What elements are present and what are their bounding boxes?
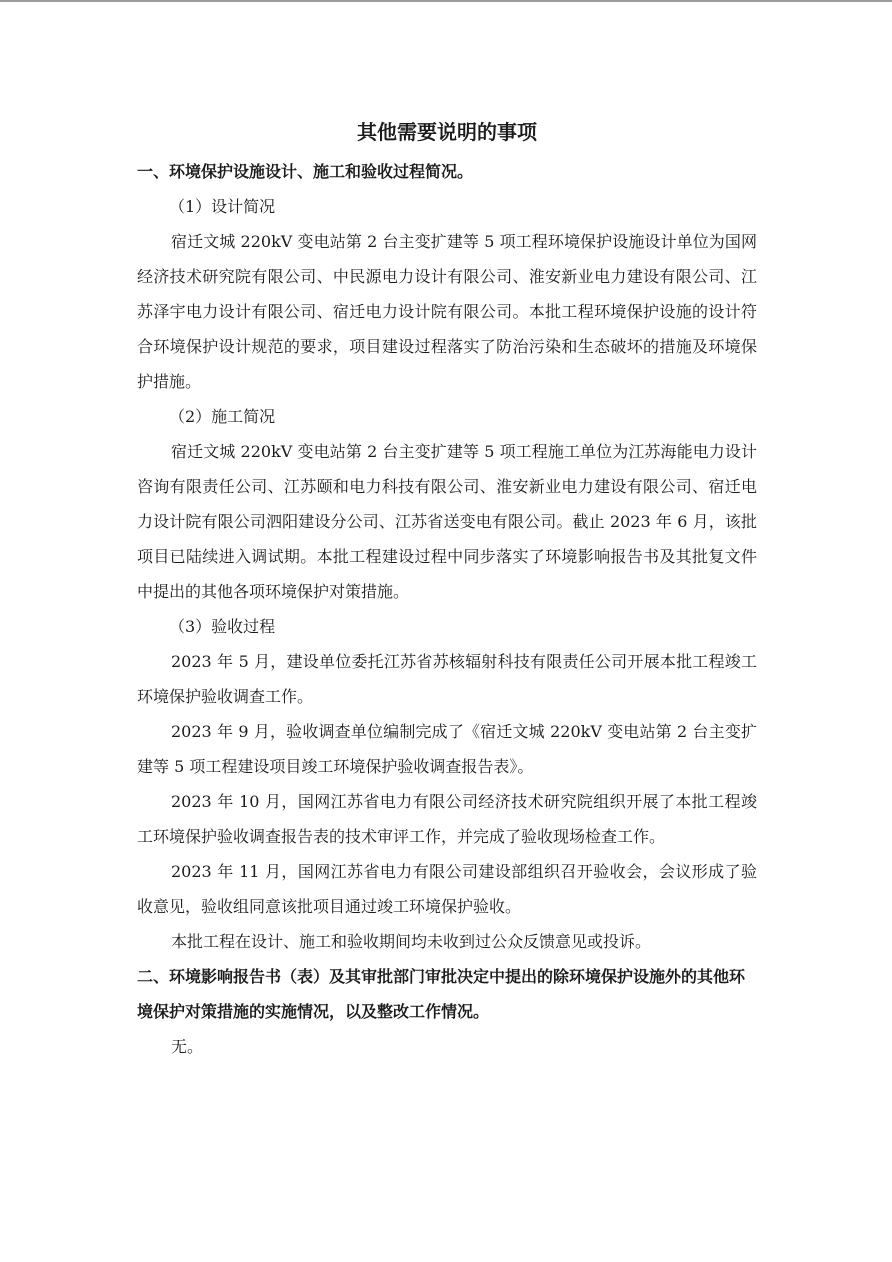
construction-paragraph: 宿迁文城 220kV 变电站第 2 台主变扩建等 5 项工程施工单位为江苏海能电力设计咨询有限责任公司、江苏颐和电力科技有限公司、淮安新业电力建设有限公司、宿迁电力设计院有限公司泗阳建设分公司、江苏省送变电有限公司。截止 2023 年 6 月，该批项目已陆续进入调试期。本批工程建设过程中同步落实了环境影响报告书及其批复文件中提出的其他各项环境保护对策措施。 [137,442,757,601]
acceptance-paragraph-may: 2023 年 5 月，建设单位委托江苏省苏核辐射科技有限责任公司开展本批工程竣工环境保护验收调查工作。 [137,652,757,706]
document-page [137,112,757,1064]
section-2-heading: 二、环境影响报告书（表）及其审批部门审批决定中提出的除环境保护设施外的其他环境保护对策措施的实施情况，以及整改工作情况。 [137,967,746,1021]
section-1-heading: 一、环境保护设施设计、施工和验收过程简况。 [137,162,474,181]
acceptance-paragraph-october: 2023 年 10 月，国网江苏省电力有限公司经济技术研究院组织开展了本批工程竣工环境保护验收调查报告表的技术审评工作，并完成了验收现场检查工作。 [137,792,757,846]
acceptance-subheading: （3）验收过程 [169,617,276,636]
acceptance-paragraph-november: 2023 年 11 月，国网江苏省电力有限公司建设部组织召开验收会，会议形成了验收意见，验收组同意该批项目通过竣工环境保护验收。 [137,862,757,916]
design-subheading: （1）设计简况 [169,197,276,216]
document-title: 其他需要说明的事项 [357,120,537,144]
acceptance-paragraph-september: 2023 年 9 月，验收调查单位编制完成了《宿迁文城 220kV 变电站第 2 台主变扩建等 5 项工程建设项目竣工环境保护验收调查报告表》。 [137,722,757,776]
page-top-border [0,0,892,2]
section-2-content: 无。 [171,1037,204,1056]
design-paragraph: 宿迁文城 220kV 变电站第 2 台主变扩建等 5 项工程环境保护设施设计单位为国网经济技术研究院有限公司、中民源电力设计有限公司、淮安新业电力建设有限公司、江苏泽宇电力设计有限公司、宿迁电力设计院有限公司。本批工程环境保护设施的设计符合环境保护设计规范的要求，项目建设过程落实了防治污染和生态破坏的措施及环境保护措施。 [137,232,757,391]
construction-subheading: （2）施工简况 [169,407,276,426]
public-feedback-paragraph: 本批工程在设计、施工和验收期间均未收到过公众反馈意见或投诉。 [171,932,652,951]
